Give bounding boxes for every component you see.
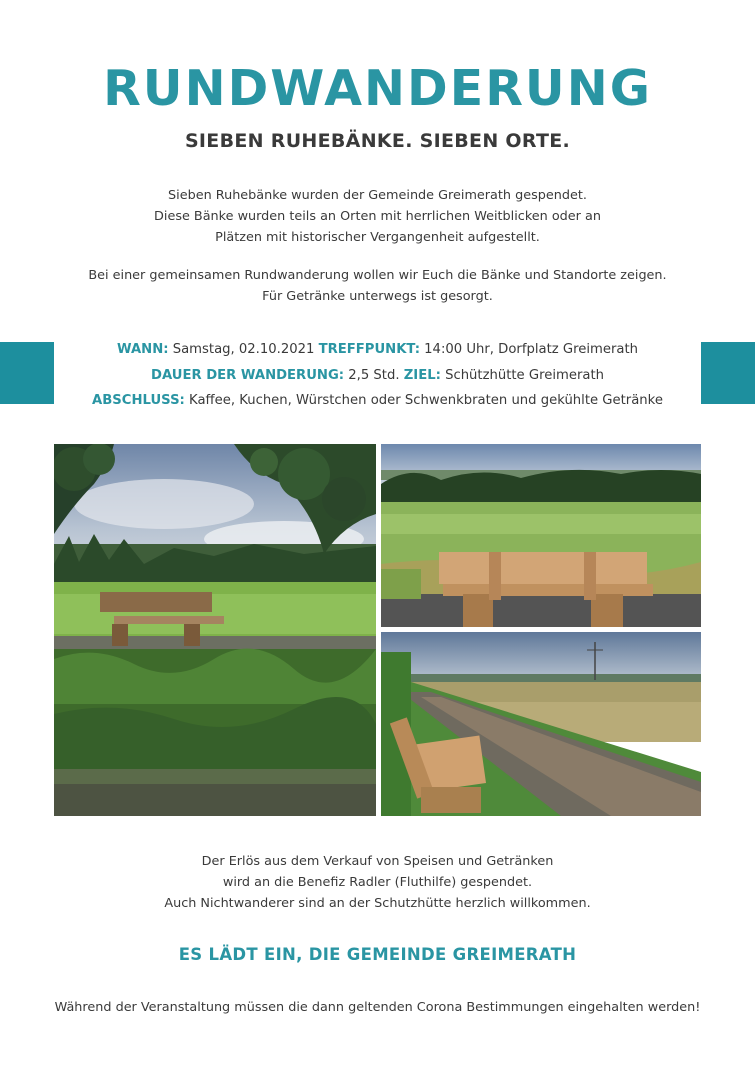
intro-line: Plätzen mit historischer Vergangenheit aufgestellt. <box>215 230 540 245</box>
host-invitation: ES LÄDT EIN, DIE GEMEINDE GREIMERATH <box>178 945 577 964</box>
ziel-label: ZIEL: <box>403 367 441 383</box>
dauer-label: DAUER DER WANDERUNG: <box>151 367 345 383</box>
closing-paragraph <box>0 851 755 914</box>
invitation-line: Bei einer gemeinsamen Rundwanderung wollen wir Euch die Bänke und Standorte zeigen. <box>88 268 667 283</box>
wann-label: WANN: <box>117 342 169 357</box>
page-subtitle: SIEBEN RUHEBÄNKE. SIEBEN ORTE. <box>184 130 571 152</box>
page-title: RUNDWANDERUNG <box>103 60 652 117</box>
corona-notice: Während der Veranstaltung müssen die dann geltenden Corona Bestimmungen eingehalten werden! <box>54 1000 701 1015</box>
ziel-value: Schützhütte Greimerath <box>440 367 604 383</box>
treffpunkt-value: 14:00 Uhr, Dorfplatz Greimerath <box>419 342 638 357</box>
event-details <box>0 337 755 414</box>
treffpunkt-label: TREFFPUNKT: <box>318 342 420 357</box>
abschluss-label: ABSCHLUSS: <box>92 393 185 408</box>
dauer-value: 2,5 Std. <box>344 367 404 383</box>
invitation-paragraph <box>0 265 755 307</box>
abschluss-value: Kaffee, Kuchen, Würstchen oder Schwenkbraten und gekühlte Getränke <box>184 393 663 408</box>
photo-bench-path <box>381 632 701 816</box>
details-row-duration <box>0 363 755 389</box>
details-row-closing <box>0 388 755 414</box>
photo-bench-field <box>54 444 376 816</box>
intro-paragraph <box>0 185 755 248</box>
intro-line: Sieben Ruhebänke wurden der Gemeinde Greimerath gespendet. <box>168 188 587 203</box>
closing-line: Auch Nichtwanderer sind an der Schutzhütte herzlich willkommen. <box>164 896 591 911</box>
details-row-when <box>0 337 755 363</box>
closing-line: wird an die Benefiz Radler (Fluthilfe) gespendet. <box>222 875 533 890</box>
wann-value: Samstag, 02.10.2021 <box>168 342 319 357</box>
photo-bench-meadow <box>381 444 701 627</box>
intro-line: Diese Bänke wurden teils an Orten mit herrlichen Weitblicken oder an <box>154 209 601 224</box>
closing-line: Der Erlös aus dem Verkauf von Speisen und Getränken <box>201 854 554 869</box>
invitation-line: Für Getränke unterwegs ist gesorgt. <box>262 289 493 304</box>
